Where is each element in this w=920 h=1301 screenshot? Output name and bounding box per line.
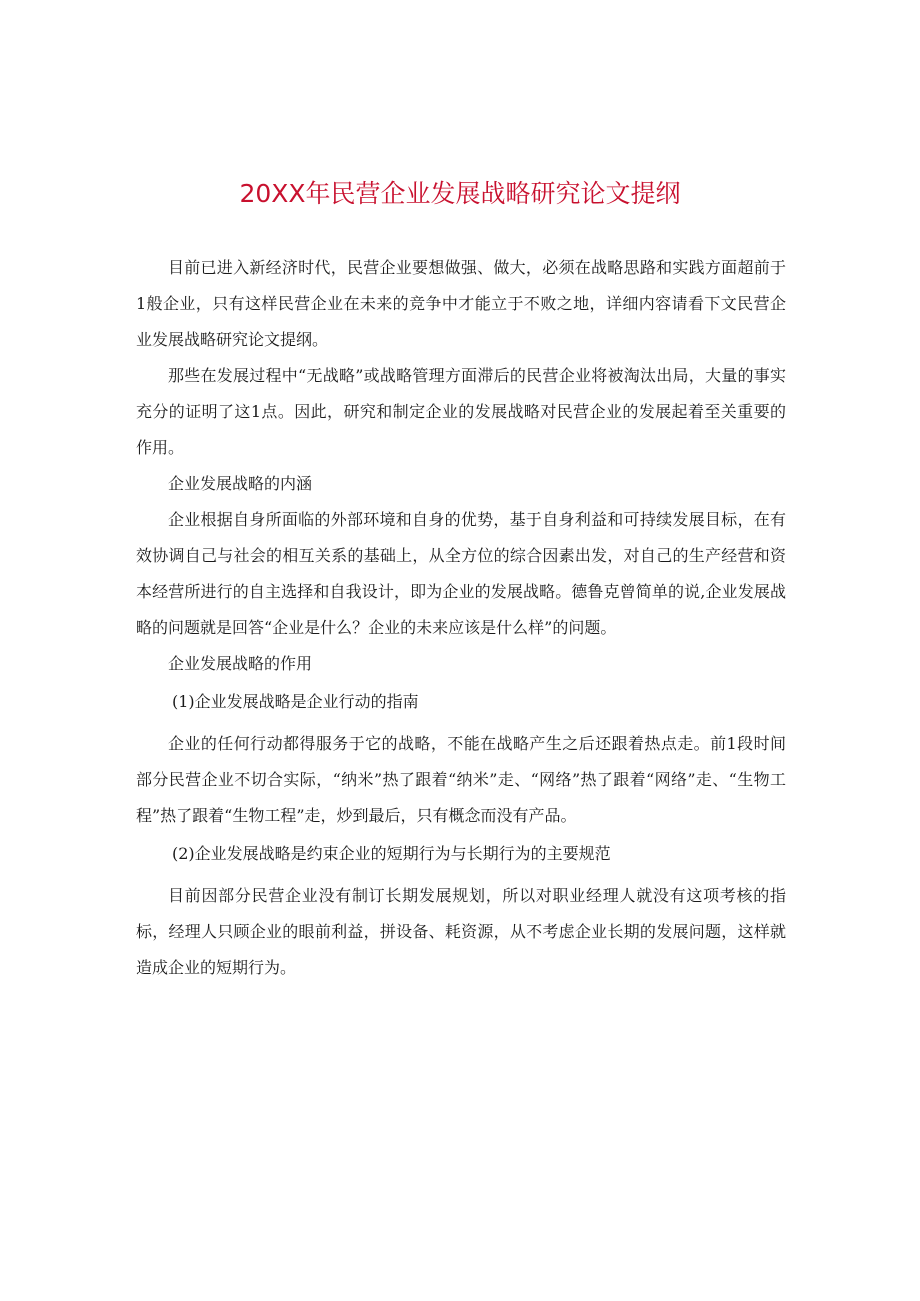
paragraph-guide: 企业的任何行动都得服务于它的战略，不能在战略产生之后还跟着热点走。前1段时间部分民营企业不切合实际，“纳米”热了跟着“纳米”走、“网络”热了跟着“网络”走、“生物工程”热了跟着“生物工程”走，炒到最后，只有概念而没有产品。	[136, 734, 786, 825]
paragraph-intro: 目前已进入新经济时代，民营企业要想做强、做大，必须在战略思路和实践方面超前于1般企业，只有这样民营企业在未来的竞争中才能立于不败之地，详细内容请看下文民营企业发展战略研究论文提纲。	[136, 258, 786, 349]
paragraph-importance: 那些在发展过程中“无战略”或战略管理方面滞后的民营企业将被淘汰出局，大量的事实充分的证明了这1点。因此，研究和制定企业的发展战略对民营企业的发展起着至关重要的作用。	[136, 366, 786, 457]
document-title: 20XX年民营企业发展战略研究论文提纲	[239, 179, 681, 208]
section-heading-role: 企业发展战略的作用	[168, 654, 313, 673]
numbered-item-1: (1)企业发展战略是企业行动的指南	[172, 692, 419, 711]
document-body	[136, 250, 786, 986]
numbered-item-2: (2)企业发展战略是约束企业的短期行为与长期行为的主要规范	[172, 844, 611, 863]
paragraph-regulation: 目前因部分民营企业没有制订长期发展规划，所以对职业经理人就没有这项考核的指标，经理人只顾企业的眼前利益，拼设备、耗资源，从不考虑企业长期的发展问题，这样就造成企业的短期行为。	[136, 886, 786, 977]
section-heading-connotation: 企业发展战略的内涵	[168, 474, 313, 493]
paragraph-definition: 企业根据自身所面临的外部环境和自身的优势，基于自身利益和可持续发展目标，在有效协调自己与社会的相互关系的基础上，从全方位的综合因素出发，对自己的生产经营和资本经营所进行的自主选择和自我设计，即为企业的发展战略。德鲁克曾简单的说,企业发展战略的问题就是回答“企业是什么？企业的未来应该是什么样”的问题。	[136, 510, 786, 637]
